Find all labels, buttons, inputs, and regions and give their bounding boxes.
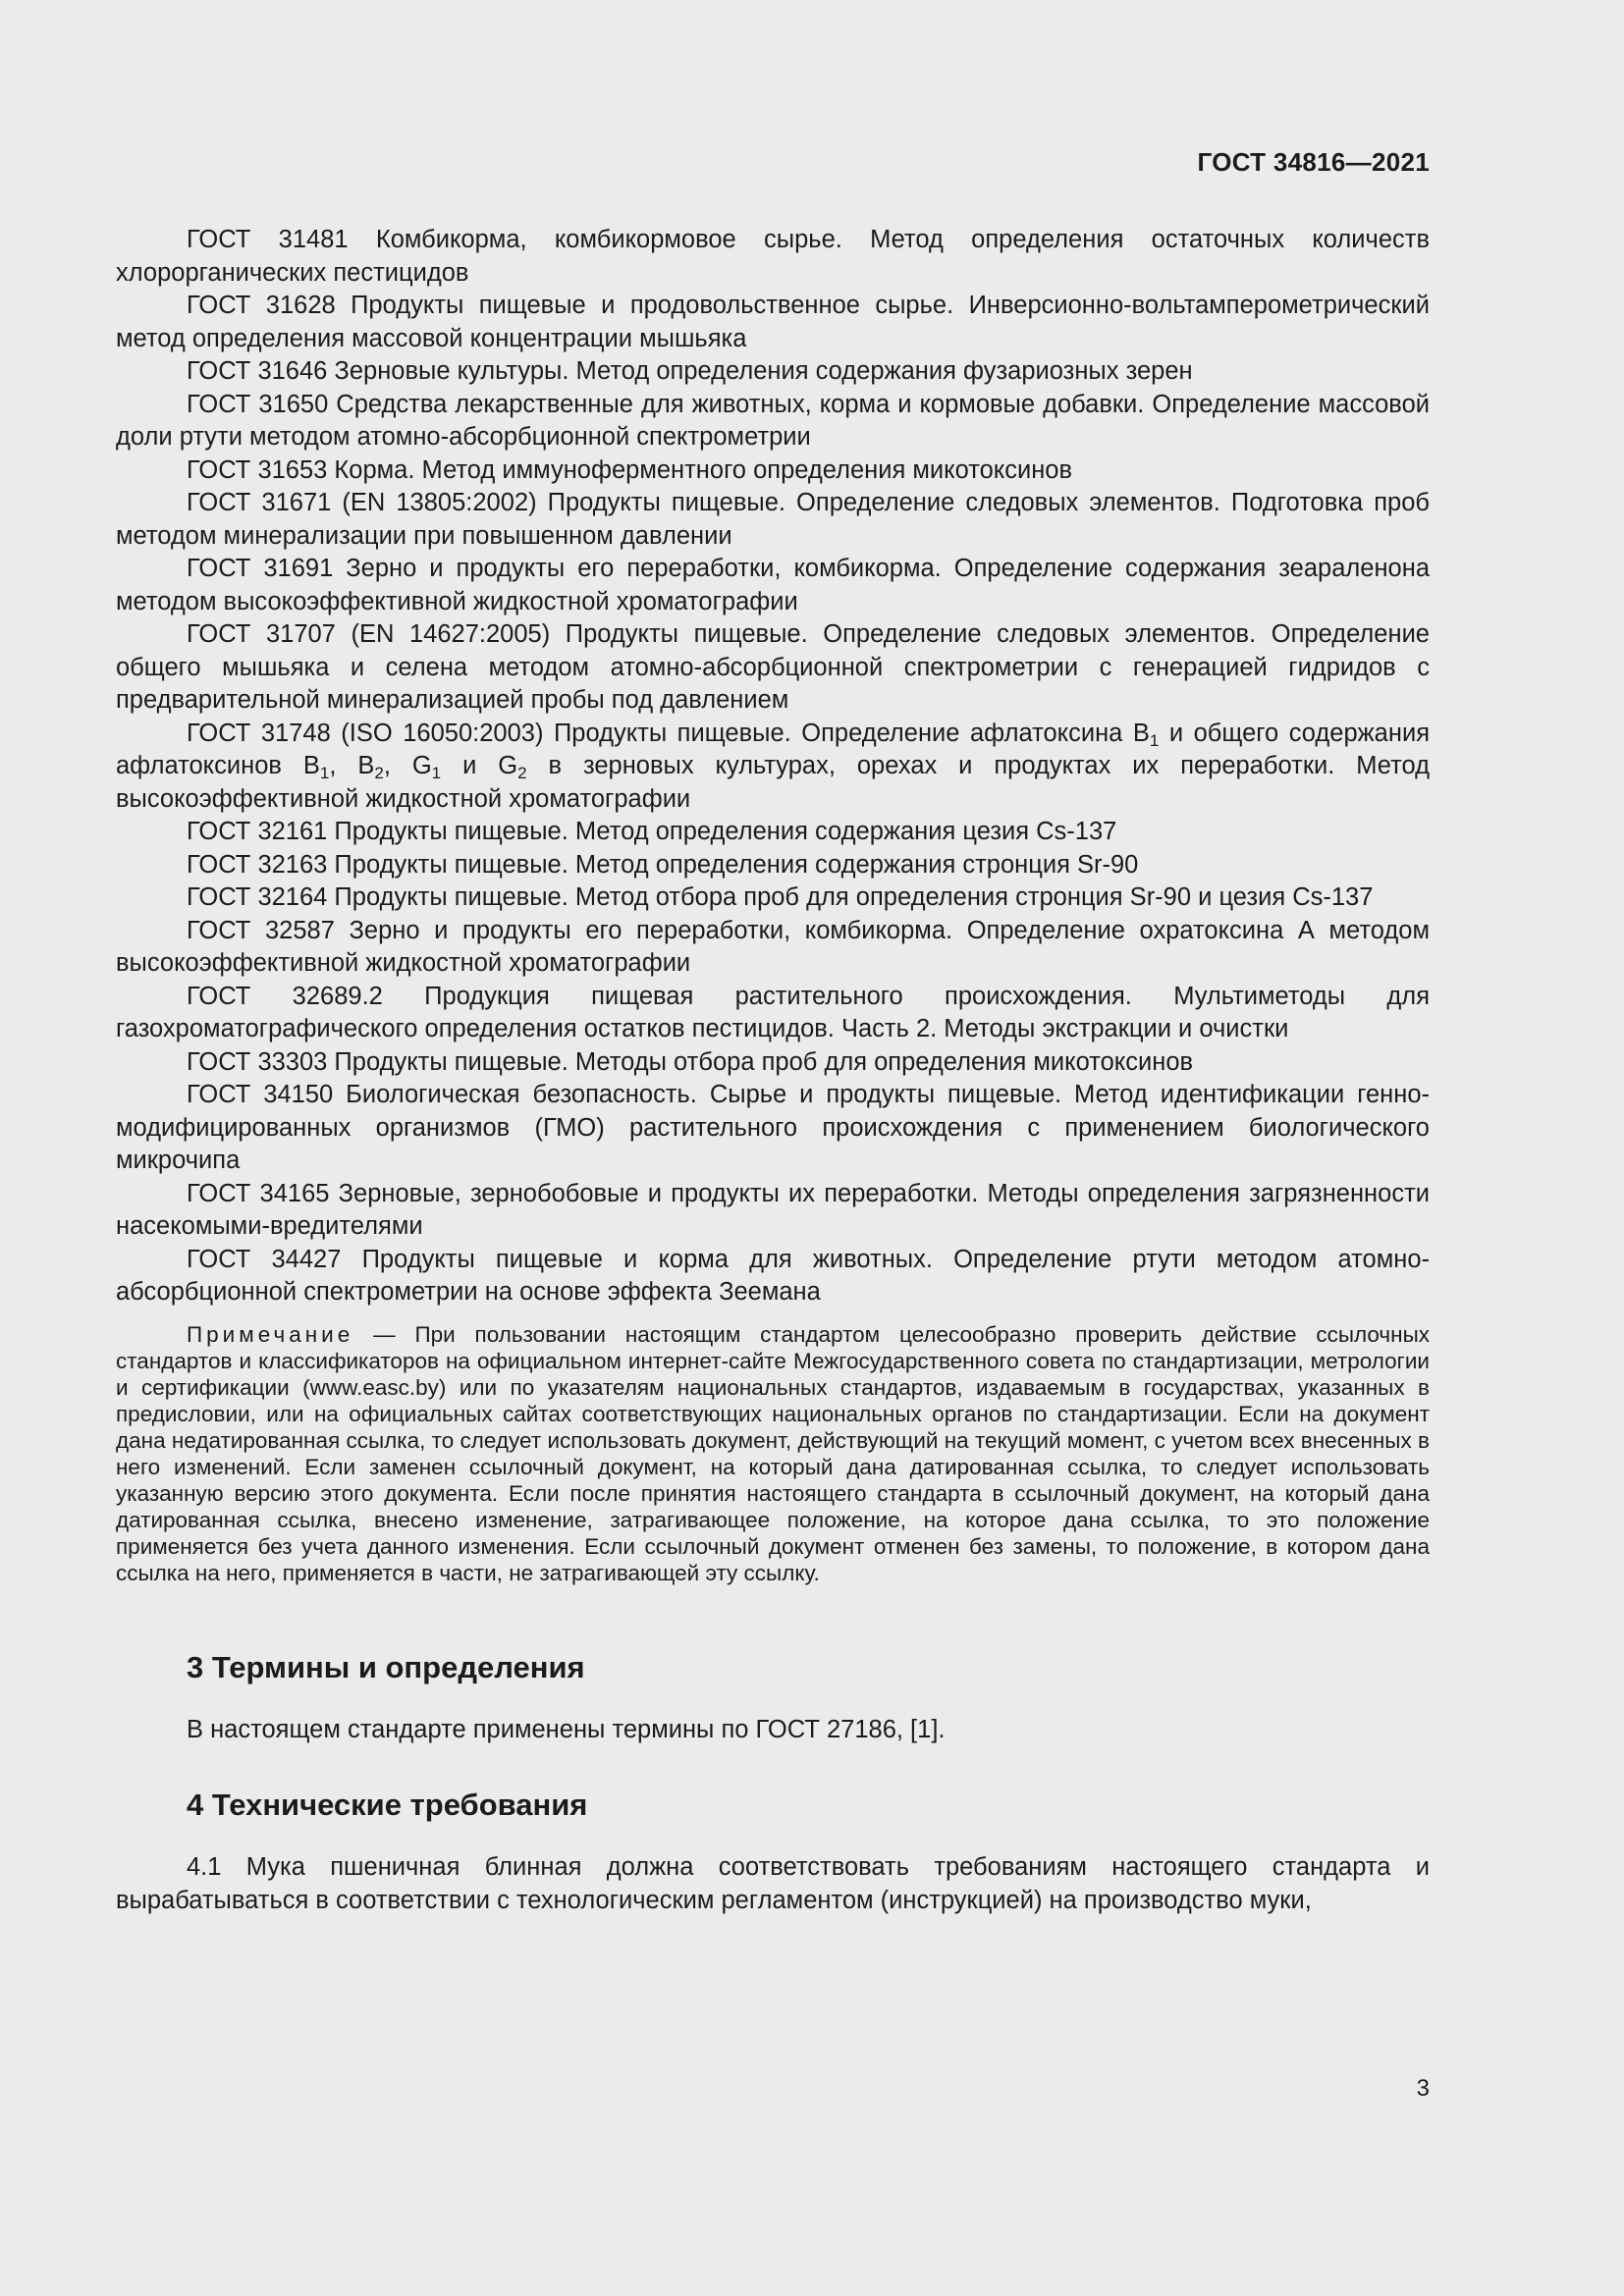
- ref-31748-text: в зерновых культурах, орехах и продуктах их переработки. Метод высокоэффективной жидкостной хроматографии: [116, 752, 1430, 813]
- section-4-heading: 4 Технические требования: [187, 1787, 588, 1822]
- document-code-header: ГОСТ 34816—2021: [1197, 147, 1430, 177]
- note-dash: —: [353, 1321, 415, 1347]
- reference-gost-31628: ГОСТ 31628 Продукты пищевые и продовольственное сырье. Инверсионно-вольтамперометрический метод определения массовой концентрации мышьяка: [116, 292, 1430, 352]
- note-label: Примечание: [187, 1321, 354, 1347]
- section-3-text: В настоящем стандарте применены термины по ГОСТ 27186, [1].: [187, 1715, 946, 1743]
- reference-gost-31707: ГОСТ 31707 (EN 14627:2005) Продукты пищевые. Определение следовых элементов. Определение общего мышьяка и селена методом атомно-абсорбционной спектрометрии с генерацией гидридов с предварительной минерализацией пробы под давлением: [116, 620, 1430, 714]
- subscript: 1: [1149, 730, 1160, 750]
- reference-gost-32164: ГОСТ 32164 Продукты пищевые. Метод отбора проб для определения стронция Sr-90 и цезия Cs-137: [187, 883, 1374, 911]
- reference-gost-31671: ГОСТ 31671 (EN 13805:2002) Продукты пищевые. Определение следовых элементов. Подготовка проб методом минерализации при повышенном давлении: [116, 489, 1430, 550]
- note-text: При пользовании настоящим стандартом целесообразно проверить действие ссылочных стандартов и классификаторов на официальном интернет-сайте Межгосударственного совета по стандартизации, метрологии и сертификации (www.easc.by) или по указателям национальных стандартов, издаваемым в государствах, указанных в предисловии, или на официальных сайтах соответствующих национальных органов по стандартизации. Если на документ дана недатированная ссылка, то следует использовать документ, действующий на текущий момент, с учетом всех внесенных в него изменений. Если заменен ссылочный документ, на который дана датированная ссылка, то следует использовать указанную версию этого документа. Если после принятия настоящего стандарта в ссылочный документ, на который дана датированная ссылка, внесено изменение, затрагивающее положение, на которое дана ссылка, то это положение применяется без учета данного изменения. Если ссылочный документ отменен без замены, то положение, в котором дана ссылка на него, применяется в части, не затрагивающей эту ссылку.: [116, 1321, 1430, 1585]
- page-number: 3: [1416, 2075, 1430, 2102]
- ref-31748-text: и G: [441, 752, 518, 779]
- reference-gost-31646: ГОСТ 31646 Зерновые культуры. Метод определения содержания фузариозных зерен: [187, 357, 1193, 385]
- ref-31748-text: и общего содержания афлатоксинов B: [116, 719, 1430, 779]
- reference-gost-34427: ГОСТ 34427 Продукты пищевые и корма для животных. Определение ртути методом атомно-абсорбционной спектрометрии на основе эффекта Зеемана: [116, 1245, 1430, 1306]
- reference-gost-34165: ГОСТ 34165 Зерновые, зернобобовые и продукты их переработки. Методы определения загрязненности насекомыми-вредителями: [116, 1179, 1430, 1240]
- reference-gost-32163: ГОСТ 32163 Продукты пищевые. Метод определения содержания стронция Sr-90: [187, 850, 1139, 879]
- reference-gost-31653: ГОСТ 31653 Корма. Метод иммуноферментного определения микотоксинов: [187, 455, 1073, 484]
- reference-gost-32587: ГОСТ 32587 Зерно и продукты его переработки, комбикорма. Определение охратоксина А методом высокоэффективной жидкостной хроматографии: [116, 916, 1430, 977]
- section-4-text: 4.1 Мука пшеничная блинная должна соответствовать требованиям настоящего стандарта и вырабатываться в соответствии с технологическим регламентом (инструкцией) на производство муки,: [116, 1852, 1430, 1914]
- note-paragraph: [116, 1321, 1430, 1586]
- reference-gost-31691: ГОСТ 31691 Зерно и продукты его переработки, комбикорма. Определение содержания зеараленона методом высокоэффективной жидкостной хроматографии: [116, 555, 1430, 615]
- section-3-heading: 3 Термины и определения: [187, 1649, 585, 1684]
- reference-gost-31748: [116, 718, 1430, 817]
- ref-31748-text: ГОСТ 31748 (ISO 16050:2003) Продукты пищевые. Определение афлатоксина B: [187, 719, 1150, 747]
- page-content: [116, 224, 1430, 1917]
- reference-gost-32689-2: ГОСТ 32689.2 Продукция пищевая растительного происхождения. Мультиметоды для газохроматографического определения остатков пестицидов. Часть 2. Методы экстракции и очистки: [116, 982, 1430, 1042]
- reference-gost-33303: ГОСТ 33303 Продукты пищевые. Методы отбора проб для определения микотоксинов: [187, 1047, 1194, 1076]
- subscript: 1: [431, 764, 442, 782]
- ref-31748-text: , G: [383, 752, 432, 779]
- reference-gost-34150: ГОСТ 34150 Биологическая безопасность. Сырье и продукты пищевые. Метод идентификации генно-модифицированных организмов (ГМО) растительного происхождения с применением биологического микрочипа: [116, 1081, 1430, 1174]
- reference-gost-31481: ГОСТ 31481 Комбикорма, комбикормовое сырье. Метод определения остаточных количеств хлорорганических пестицидов: [116, 226, 1430, 287]
- subscript: 2: [374, 764, 384, 782]
- subscript: 2: [517, 764, 527, 782]
- reference-gost-31650: ГОСТ 31650 Средства лекарственные для животных, корма и кормовые добавки. Определение массовой доли ртути методом атомно-абсорбционной спектрометрии: [116, 390, 1430, 451]
- ref-31748-text: , B: [329, 752, 375, 779]
- subscript: 1: [319, 764, 330, 782]
- reference-gost-32161: ГОСТ 32161 Продукты пищевые. Метод определения содержания цезия Cs-137: [187, 818, 1117, 845]
